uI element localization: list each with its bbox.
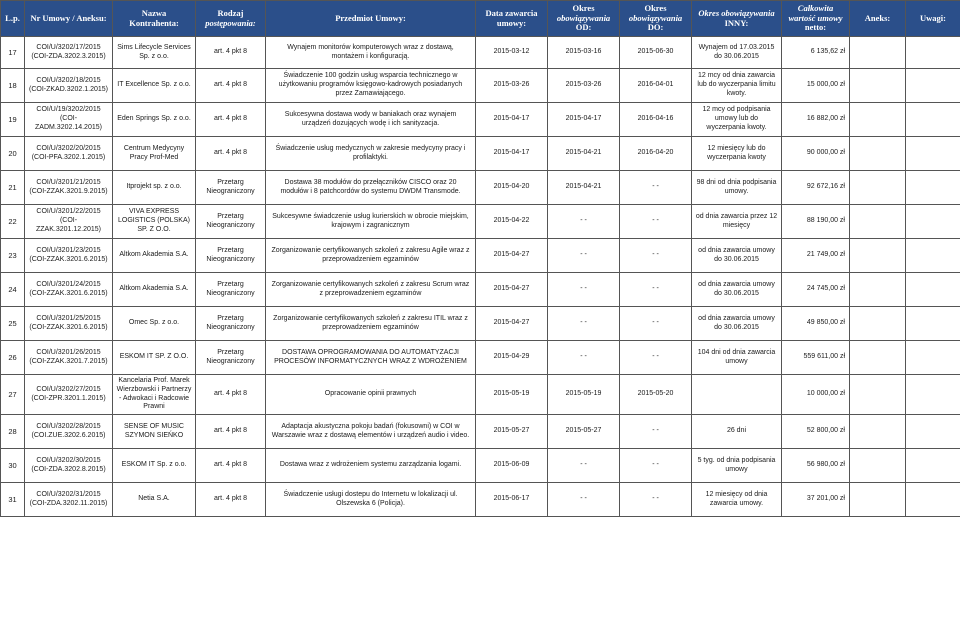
cell-okres-inny [692,375,782,415]
cell-kontrahent: Altkom Akademia S.A. [113,273,196,307]
cell-okres-do: - - [620,449,692,483]
table-row [1,239,960,273]
cell-okres-do: - - [620,341,692,375]
header-do-line1: Okres [644,2,667,13]
cell-wartosc: 24 745,00 zł [782,273,850,307]
cell-okres-inny: od dnia zawarcia umowy do 30.06.2015 [692,239,782,273]
cell-nr-umowy: COI/U/3202/20/2015 (COI-PFA.3202.1.2015) [25,137,113,171]
cell-okres-do: - - [620,205,692,239]
cell-okres-inny: Wynajem od 17.03.2015 do 30.06.2015 [692,37,782,69]
cell-data-zawarcia: 2015-06-17 [476,483,548,517]
cell-kontrahent: Kancelaria Prof. Marek Wierzbowski i Partnerzy - Adwokaci i Radcowie Prawni [113,375,196,415]
cell-lp: 23 [1,239,25,273]
cell-okres-od: - - [548,483,620,517]
cell-data-zawarcia: 2015-04-17 [476,103,548,137]
cell-okres-od: 2015-05-27 [548,415,620,449]
cell-okres-do: - - [620,307,692,341]
cell-nr-umowy: COI/U/3201/24/2015 (COI-ZZAK.3201.6.2015) [25,273,113,307]
cell-lp: 24 [1,273,25,307]
cell-aneks [850,483,906,517]
cell-okres-do: 2016-04-16 [620,103,692,137]
cell-rodzaj: art. 4 pkt 8 [196,69,266,103]
cell-rodzaj: Przetarg Nieograniczony [196,239,266,273]
header-data-zawarcia [476,1,548,37]
cell-aneks [850,307,906,341]
cell-lp: 28 [1,415,25,449]
cell-przedmiot: Świadczenie 100 godzin usług wsparcia technicznego w użytkowaniu programów księgowo-kadrowych posiadanych przez Zamawiającego. [266,69,476,103]
cell-wartosc: 21 749,00 zł [782,239,850,273]
cell-wartosc: 6 135,62 zł [782,37,850,69]
table-row [1,103,960,137]
cell-lp: 27 [1,375,25,415]
cell-wartosc: 88 190,00 zł [782,205,850,239]
cell-nr-umowy: COI/U/3202/28/2015 (COI.ZUE.3202.6.2015) [25,415,113,449]
cell-lp: 19 [1,103,25,137]
header-inny-line2: INNY: [724,17,749,28]
cell-uwagi [906,375,960,415]
cell-okres-od: 2015-03-16 [548,37,620,69]
header-aneks: Aneks: [850,1,906,37]
table-row [1,341,960,375]
cell-przedmiot: Świadczenie usługi dostepu do Internetu w lokalizacji ul. Olszewska 6 (Policja). [266,483,476,517]
header-rodzaj-line2: postępowania: [205,17,256,28]
cell-okres-od: 2015-04-21 [548,171,620,205]
cell-nr-umowy: COI/U/3202/18/2015 (COI-ZKAD.3202.1.2015) [25,69,113,103]
header-wartosc-line2: wartość umowy [788,12,843,23]
cell-wartosc: 559 611,00 zł [782,341,850,375]
cell-przedmiot: Zorganizowanie certyfikowanych szkoleń z zakresu Agile wraz z przeprowadzeniem egzaminów [266,239,476,273]
table-row [1,37,960,69]
cell-lp: 17 [1,37,25,69]
header-okres-inny [692,1,782,37]
cell-okres-inny: 98 dni od dnia podpisania umowy. [692,171,782,205]
cell-rodzaj: Przetarg Nieograniczony [196,273,266,307]
cell-kontrahent: Altkom Akademia S.A. [113,239,196,273]
cell-kontrahent: SENSE OF MUSIC SZYMON SIEŃKO [113,415,196,449]
header-wartosc [782,1,850,37]
cell-przedmiot: Adaptacja akustyczna pokoju badań (fokusowni) w COI w Warszawie wraz z dostawą elementów i urządzeń audio i video. [266,415,476,449]
cell-kontrahent: Sims Lifecycle Services Sp. z o.o. [113,37,196,69]
cell-aneks [850,273,906,307]
cell-kontrahent: Omec Sp. z o.o. [113,307,196,341]
header-wartosc-line1: Całkowita [797,2,834,13]
table-row [1,483,960,517]
cell-okres-inny: 5 tyg. od dnia podpisania umowy [692,449,782,483]
cell-uwagi [906,273,960,307]
cell-rodzaj: art. 4 pkt 8 [196,375,266,415]
cell-rodzaj: Przetarg Nieograniczony [196,171,266,205]
cell-przedmiot: Zorganizowanie certyfikowanych szkoleń z zakresu ITIL wraz z przeprowadzeniem egzaminów [266,307,476,341]
cell-nr-umowy: COI/U/3202/27/2015 (COI-ZPR.3201.1.2015) [25,375,113,415]
cell-uwagi [906,239,960,273]
cell-nr-umowy: COI/U/3201/26/2015 (COI-ZZAK.3201.7.2015) [25,341,113,375]
cell-data-zawarcia: 2015-04-17 [476,137,548,171]
header-inny-line1: Okres obowiązywania [698,7,775,18]
cell-lp: 20 [1,137,25,171]
cell-uwagi [906,415,960,449]
header-od-line3: OD: [575,22,592,33]
cell-data-zawarcia: 2015-04-27 [476,307,548,341]
cell-przedmiot: DOSTAWA OPROGRAMOWANIA DO AUTOMATYZACJI PROCESÓW INFORMATYCZNYCH WRAZ Z WDROŻENIEM [266,341,476,375]
cell-rodzaj: art. 4 pkt 8 [196,483,266,517]
cell-okres-inny: 104 dni od dnia zawarcia umowy [692,341,782,375]
cell-przedmiot: Opracowanie opinii prawnych [266,375,476,415]
cell-aneks [850,37,906,69]
cell-rodzaj: Przetarg Nieograniczony [196,341,266,375]
header-kontrahent: Nazwa Kontrahenta: [113,1,196,37]
cell-data-zawarcia: 2015-04-20 [476,171,548,205]
cell-nr-umowy: COI/U/19/3202/2015 (COI-ZADM.3202.14.2015) [25,103,113,137]
cell-kontrahent: ESKOM IT SP. Z O.O. [113,341,196,375]
cell-okres-do: - - [620,273,692,307]
cell-uwagi [906,137,960,171]
cell-kontrahent: Centrum Medycyny Pracy Prof-Med [113,137,196,171]
cell-okres-od: - - [548,307,620,341]
table-row [1,273,960,307]
cell-okres-inny: 12 mcy od podpisania umowy lub do wyczerpania kwoty. [692,103,782,137]
cell-okres-do: - - [620,171,692,205]
cell-rodzaj: Przetarg Nieograniczony [196,205,266,239]
cell-okres-do: - - [620,415,692,449]
cell-okres-do: 2016-04-20 [620,137,692,171]
cell-okres-inny: od dnia zawarcia umowy do 30.06.2015 [692,307,782,341]
cell-uwagi [906,103,960,137]
header-data-line1: Data zawarcia [485,7,538,18]
cell-data-zawarcia: 2015-03-12 [476,37,548,69]
cell-lp: 25 [1,307,25,341]
cell-data-zawarcia: 2015-04-29 [476,341,548,375]
cell-rodzaj: art. 4 pkt 8 [196,449,266,483]
cell-data-zawarcia: 2015-05-19 [476,375,548,415]
cell-lp: 22 [1,205,25,239]
cell-przedmiot: Dostawa wraz z wdrożeniem systemu zarządzania logami. [266,449,476,483]
cell-okres-od: - - [548,239,620,273]
table-row [1,375,960,415]
cell-rodzaj: Przetarg Nieograniczony [196,307,266,341]
cell-data-zawarcia: 2015-03-26 [476,69,548,103]
cell-lp: 31 [1,483,25,517]
cell-okres-inny: 12 mcy od dnia zawarcia lub do wyczerpania limitu kwoty. [692,69,782,103]
cell-rodzaj: art. 4 pkt 8 [196,103,266,137]
cell-uwagi [906,37,960,69]
header-okres-od [548,1,620,37]
header-uwagi: Uwagi: [906,1,960,37]
table-row [1,69,960,103]
header-row [1,1,960,37]
cell-lp: 18 [1,69,25,103]
cell-kontrahent: Eden Springs Sp. z o.o. [113,103,196,137]
header-lp: L.p. [1,1,25,37]
cell-rodzaj: art. 4 pkt 8 [196,415,266,449]
header-rodzaj [196,1,266,37]
cell-data-zawarcia: 2015-04-22 [476,205,548,239]
cell-okres-inny: od dnia zawarcia przez 12 miesięcy [692,205,782,239]
cell-nr-umowy: COI/U/3201/21/2015 (COI-ZZAK.3201.9.2015) [25,171,113,205]
cell-rodzaj: art. 4 pkt 8 [196,137,266,171]
cell-uwagi [906,69,960,103]
cell-nr-umowy: COI/U/3201/25/2015 (COI-ZZAK.3201.6.2015) [25,307,113,341]
header-od-line2: obowiązywania [556,12,611,23]
cell-rodzaj: art. 4 pkt 8 [196,37,266,69]
cell-uwagi [906,449,960,483]
header-do-line3: DO: [647,22,664,33]
header-data-line2: umowy: [496,17,527,28]
cell-aneks [850,171,906,205]
table-row [1,171,960,205]
cell-nr-umowy: COI/U/3202/30/2015 (COI-ZDA.3202.8.2015) [25,449,113,483]
cell-wartosc: 49 850,00 zł [782,307,850,341]
cell-okres-od: 2015-04-17 [548,103,620,137]
cell-aneks [850,375,906,415]
cell-wartosc: 52 800,00 zł [782,415,850,449]
cell-uwagi [906,341,960,375]
cell-okres-do: 2015-06-30 [620,37,692,69]
header-nr-umowy: Nr Umowy / Aneksu: [25,1,113,37]
cell-okres-inny: 26 dni [692,415,782,449]
cell-uwagi [906,205,960,239]
cell-wartosc: 92 672,16 zł [782,171,850,205]
cell-okres-od: - - [548,449,620,483]
cell-aneks [850,69,906,103]
cell-przedmiot: Sukcesywne świadczenie usług kurierskich w obrocie miejskim, krajowym i zagranicznym [266,205,476,239]
cell-wartosc: 15 000,00 zł [782,69,850,103]
cell-okres-do: - - [620,483,692,517]
cell-nr-umowy: COI/U/3202/17/2015 (COI-ZDA.3202.3.2015) [25,37,113,69]
cell-nr-umowy: COI/U/3202/31/2015 (COI-ZDA.3202.11.2015) [25,483,113,517]
header-przedmiot: Przedmiot Umowy: [266,1,476,37]
cell-aneks [850,415,906,449]
cell-okres-inny: 12 miesięcy lub do wyczerpania kwoty [692,137,782,171]
cell-lp: 21 [1,171,25,205]
cell-wartosc: 16 882,00 zł [782,103,850,137]
table-row [1,137,960,171]
cell-aneks [850,239,906,273]
cell-przedmiot: Zorganizowanie certyfikowanych szkoleń z zakresu Scrum wraz z przeprowadzeniem egzaminów [266,273,476,307]
cell-okres-od: - - [548,341,620,375]
cell-data-zawarcia: 2015-05-27 [476,415,548,449]
cell-okres-do: 2016-04-01 [620,69,692,103]
cell-data-zawarcia: 2015-04-27 [476,239,548,273]
cell-aneks [850,137,906,171]
cell-wartosc: 90 000,00 zł [782,137,850,171]
cell-wartosc: 37 201,00 zł [782,483,850,517]
cell-przedmiot: Dostawa 38 modułów do przełączników CISCO oraz 20 modułów i 8 patchcordów do systemu DWDM Transmode. [266,171,476,205]
cell-wartosc: 56 980,00 zł [782,449,850,483]
cell-okres-od: 2015-03-26 [548,69,620,103]
table-row [1,415,960,449]
cell-aneks [850,449,906,483]
cell-przedmiot: Świadczenie usług medycznych w zakresie medycyny pracy i profilaktyki. [266,137,476,171]
cell-kontrahent: Itprojekt sp. z o.o. [113,171,196,205]
header-od-line1: Okres [572,2,595,13]
cell-wartosc: 10 000,00 zł [782,375,850,415]
cell-data-zawarcia: 2015-04-27 [476,273,548,307]
cell-lp: 30 [1,449,25,483]
cell-przedmiot: Wynajem monitorów komputerowych wraz z dostawą, montażem i konfiguracją. [266,37,476,69]
cell-okres-od: - - [548,273,620,307]
cell-lp: 26 [1,341,25,375]
cell-data-zawarcia: 2015-06-09 [476,449,548,483]
cell-uwagi [906,483,960,517]
cell-okres-od: 2015-05-19 [548,375,620,415]
table-row [1,449,960,483]
cell-kontrahent: VIVA EXPRESS LOGISTICS (POLSKA) SP. Z O.O. [113,205,196,239]
header-wartosc-line3: netto: [804,22,827,33]
cell-aneks [850,205,906,239]
cell-okres-od: 2015-04-21 [548,137,620,171]
cell-okres-inny: od dnia zawarcia umowy do 30.06.2015 [692,273,782,307]
header-okres-do [620,1,692,37]
cell-przedmiot: Sukcesywna dostawa wody w baniakach oraz wynajem urządzeń dozujących wodę i ich sanityzacja. [266,103,476,137]
cell-kontrahent: Netia S.A. [113,483,196,517]
header-do-line2: obowiązywania [628,12,683,23]
cell-okres-do: - - [620,239,692,273]
cell-uwagi [906,171,960,205]
table-row [1,205,960,239]
cell-kontrahent: ESKOM IT Sp. z o.o. [113,449,196,483]
cell-nr-umowy: COI/U/3201/22/2015 (COI-ZZAK.3201.12.2015) [25,205,113,239]
table-row [1,307,960,341]
cell-okres-do: 2015-05-20 [620,375,692,415]
cell-okres-od: - - [548,205,620,239]
cell-uwagi [906,307,960,341]
cell-aneks [850,341,906,375]
cell-kontrahent: IT Excellence Sp. z o.o. [113,69,196,103]
cell-aneks [850,103,906,137]
cell-okres-inny: 12 miesięcy od dnia zawarcia umowy. [692,483,782,517]
header-rodzaj-line1: Rodzaj [217,7,244,18]
cell-nr-umowy: COI/U/3201/23/2015 (COI-ZZAK.3201.6.2015) [25,239,113,273]
